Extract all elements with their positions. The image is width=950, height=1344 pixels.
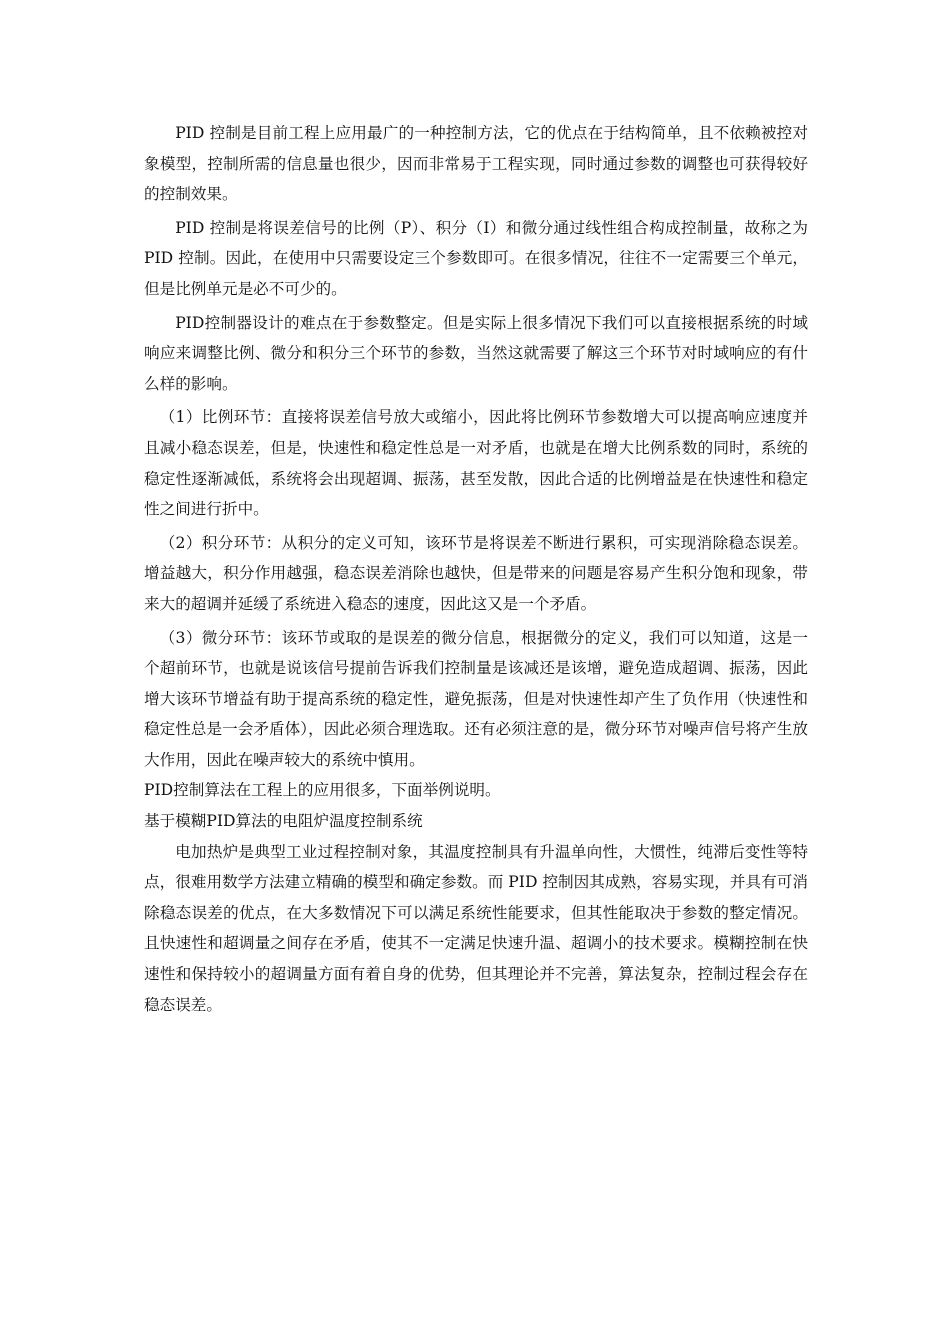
document-page	[144, 118, 808, 1023]
paragraph-applications: PID控制算法在工程上的应用很多，下面举例说明。	[144, 781, 501, 800]
paragraph-integral: （2）积分环节：从积分的定义可知，该环节是将误差不断进行累积，可实现消除稳态误差。增益越大，积分作用越强，稳态误差消除也越快，但是带来的问题是容易产生积分饱和现象，带来大的超调并延缓了系统进入稳态的速度，因此这又是一个矛盾。	[144, 533, 808, 613]
section-title: 基于模糊PID算法的电阻炉温度控制系统	[144, 812, 423, 831]
paragraph-intro: PID 控制是目前工程上应用最广的一种控制方法，它的优点在于结构简单，且不依赖被控对象模型，控制所需的信息量也很少，因而非常易于工程实现，同时通过参数的调整也可获得较好的控制效果。	[144, 124, 808, 204]
paragraph-derivative: （3）微分环节：该环节或取的是误差的微分信息，根据微分的定义，我们可以知道，这是一个超前环节，也就是说该信号提前告诉我们控制量是该减还是该增，避免造成超调、振荡，因此增大该环节增益有助于提高系统的稳定性，避免振荡，但是对快速性却产生了负作用（快速性和稳定性总是一会矛盾体），因此必须合理选取。还有必须注意的是，微分环节对噪声信号将产生放大作用，因此在噪声较大的系统中慎用。	[144, 628, 808, 769]
paragraph-proportional: （1）比例环节：直接将误差信号放大或缩小，因此将比例环节参数增大可以提高响应速度并且减小稳态误差，但是，快速性和稳定性总是一对矛盾，也就是在增大比例系数的同时，系统的稳定性逐渐减低，系统将会出现超调、振荡，甚至发散，因此合适的比例增益是在快速性和稳定性之间进行折中。	[144, 408, 808, 519]
paragraph-definition: PID 控制是将误差信号的比例（P）、积分（I）和微分通过线性组合构成控制量，故称之为 PID 控制。因此，在使用中只需要设定三个参数即可。在很多情况，往往不一定需要三个单元，但是比例单元是必不可少的。	[144, 218, 808, 298]
paragraph-furnace: 电加热炉是典型工业过程控制对象，其温度控制具有升温单向性，大惯性，纯滞后变性等特点，很难用数学方法建立精确的模型和确定参数。而 PID 控制因其成熟，容易实现，并具有可消除稳态误差的优点，在大多数情况下可以满足系统性能要求，但其性能取决于参数的整定情况。且快速性和超调量之间存在矛盾，使其不一定满足快速升温、超调小的技术要求。模糊控制在快速性和保持较小的超调量方面有着自身的优势，但其理论并不完善，算法复杂，控制过程会存在稳态误差。	[144, 842, 808, 1014]
paragraph-tuning: PID控制器设计的难点在于参数整定。但是实际上很多情况下我们可以直接根据系统的时域响应来调整比例、微分和积分三个环节的参数，当然这就需要了解这三个环节对时域响应的有什么样的影响。	[144, 313, 808, 393]
